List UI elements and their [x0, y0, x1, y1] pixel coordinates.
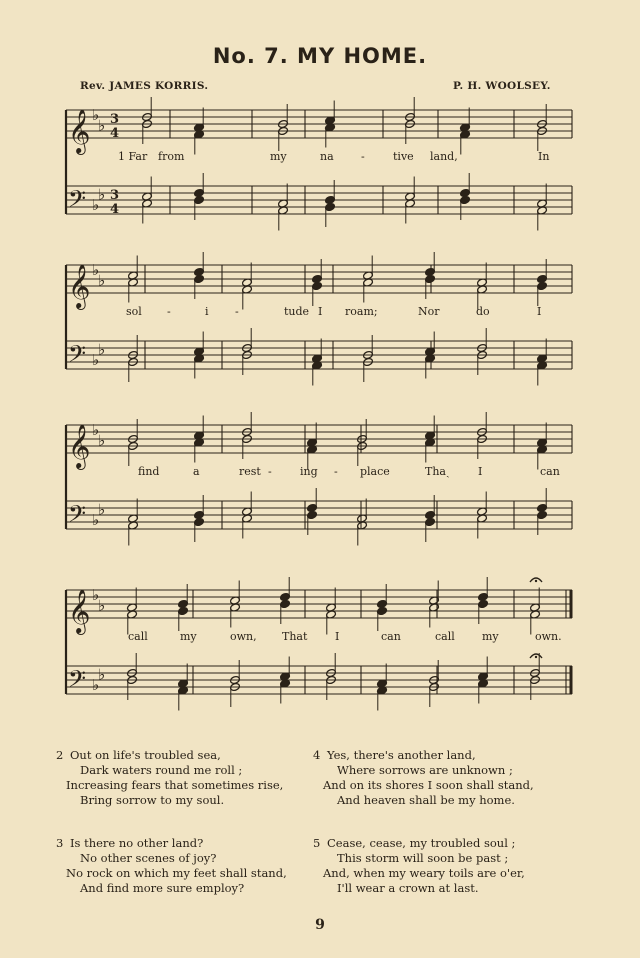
- treble-clef-icon: 𝄞: [68, 264, 91, 308]
- lyric-syllable: from: [158, 150, 185, 163]
- lyric-syllable: rest: [239, 465, 261, 478]
- lyric-syllable: can: [540, 465, 560, 478]
- lyric-syllable: Nor: [418, 305, 440, 318]
- time-signature-denominator: 4: [110, 202, 120, 217]
- bass-clef-icon: 𝄢: [68, 500, 87, 533]
- lyric-syllable: place: [360, 465, 390, 478]
- fermata-dot: [535, 656, 537, 658]
- lyric-syllable: my: [180, 630, 197, 643]
- verse-5: [313, 836, 525, 896]
- bass-clef-icon: 𝄢: [68, 340, 87, 373]
- lyric-syllable: I: [318, 305, 323, 318]
- treble-clef-icon: 𝄞: [68, 589, 91, 633]
- verse-line: Where sorrows are unknown ;: [337, 763, 513, 777]
- lyric-syllable: tive: [393, 150, 414, 163]
- lyric-syllable: -: [268, 465, 272, 478]
- music-system: [66, 252, 572, 386]
- lyric-syllable: do: [476, 305, 490, 318]
- verse-line: And, when my weary toils are o'er,: [323, 866, 525, 880]
- lyric-syllable: tude: [284, 305, 310, 318]
- lyric-syllable: a: [193, 465, 200, 478]
- lyric-syllable: na: [320, 150, 334, 163]
- time-signature-denominator: 4: [110, 126, 120, 141]
- lyric-syllable: I: [335, 630, 340, 643]
- lyric-syllable: find: [138, 465, 160, 478]
- verse-line: And find more sure employ?: [80, 881, 245, 895]
- flat-icon: ♭: [92, 196, 100, 214]
- verse-4: [313, 748, 534, 808]
- flat-icon: ♭: [98, 271, 106, 290]
- treble-clef-icon: 𝄞: [68, 424, 91, 468]
- flat-icon: ♭: [98, 665, 106, 684]
- time-signature-numerator: 3: [110, 188, 120, 203]
- flat-icon: ♭: [98, 500, 106, 519]
- lyric-syllable: own.: [535, 630, 562, 643]
- lyric-syllable: -: [334, 465, 338, 478]
- lyric-syllable: my: [270, 150, 287, 163]
- music-system: [66, 412, 572, 546]
- flat-icon: ♭: [92, 421, 100, 439]
- verse-line: 4 Yes, there's another land,: [313, 748, 476, 762]
- hymn-title: No. 7. MY HOME.: [212, 44, 428, 68]
- lyric-syllable: call: [435, 630, 455, 643]
- flat-icon: ♭: [98, 185, 106, 204]
- lyric-syllable: i: [205, 305, 209, 318]
- verse-line: No rock on which my feet shall stand,: [66, 866, 287, 880]
- verse-line: This storm will soon be past ;: [337, 851, 509, 865]
- flat-icon: ♭: [98, 116, 106, 135]
- time-signature-numerator: 3: [110, 112, 120, 127]
- lyric-syllable: I: [478, 465, 483, 478]
- page-number: 9: [315, 917, 325, 933]
- lyric-syllable: 1 Far: [118, 150, 148, 163]
- verse-line: No other scenes of joy?: [80, 851, 217, 865]
- flat-icon: ♭: [92, 261, 100, 279]
- lyric-syllable: can: [381, 630, 401, 643]
- verse-2: [56, 748, 283, 808]
- lyric-syllable: call: [128, 630, 148, 643]
- flat-icon: ♭: [92, 511, 100, 529]
- flat-icon: ♭: [92, 106, 100, 124]
- flat-icon: ♭: [92, 351, 100, 369]
- lyric-syllable: sol: [126, 305, 142, 318]
- lyric-syllable: -: [167, 305, 171, 318]
- flat-icon: ♭: [92, 676, 100, 694]
- verse-line: Increasing fears that sometimes rise,: [66, 778, 284, 792]
- bass-clef-icon: 𝄢: [68, 185, 87, 218]
- verse-line: 3 Is there no other land?: [56, 836, 204, 850]
- lyric-syllable: -: [361, 150, 365, 163]
- verse-3: [56, 836, 287, 896]
- score-systems: [66, 97, 572, 711]
- verse-line: And on its shores I soon shall stand,: [323, 778, 534, 792]
- lyric-syllable: In: [538, 150, 550, 163]
- flat-icon: ♭: [98, 431, 106, 450]
- lyric-syllable: land,: [430, 150, 458, 163]
- lyric-syllable: ing: [300, 465, 318, 478]
- lyric-syllable: -: [235, 305, 239, 318]
- verse-line: Dark waters round me roll ;: [80, 763, 243, 777]
- lyric-syllable: my: [482, 630, 499, 643]
- lyric-syllable: I: [537, 305, 542, 318]
- composer-credit: P. H. WOOLSEY.: [453, 80, 551, 92]
- flat-icon: ♭: [98, 596, 106, 615]
- verse-line: I'll wear a crown at last.: [337, 881, 479, 895]
- lyric-syllable: own,: [230, 630, 257, 643]
- verse-line: Bring sorrow to my soul.: [80, 793, 225, 807]
- music-system: [66, 577, 572, 711]
- flat-icon: ♭: [98, 340, 106, 359]
- bass-clef-icon: 𝄢: [68, 665, 87, 698]
- verse-line: 5 Cease, cease, my troubled soul ;: [313, 836, 516, 850]
- verse-line: And heaven shall be my home.: [337, 793, 515, 807]
- author-credit: Rev. JAMES KORRIS.: [80, 80, 209, 92]
- treble-clef-icon: 𝄞: [68, 109, 91, 153]
- lyric-syllable: That: [282, 630, 308, 643]
- lyric-syllable: Thaˎ: [425, 465, 450, 478]
- flat-icon: ♭: [92, 586, 100, 604]
- music-system: [66, 97, 572, 231]
- lyric-syllable: roam;: [345, 305, 378, 318]
- fermata-dot: [535, 580, 537, 582]
- verse-line: 2 Out on life's troubled sea,: [56, 748, 221, 762]
